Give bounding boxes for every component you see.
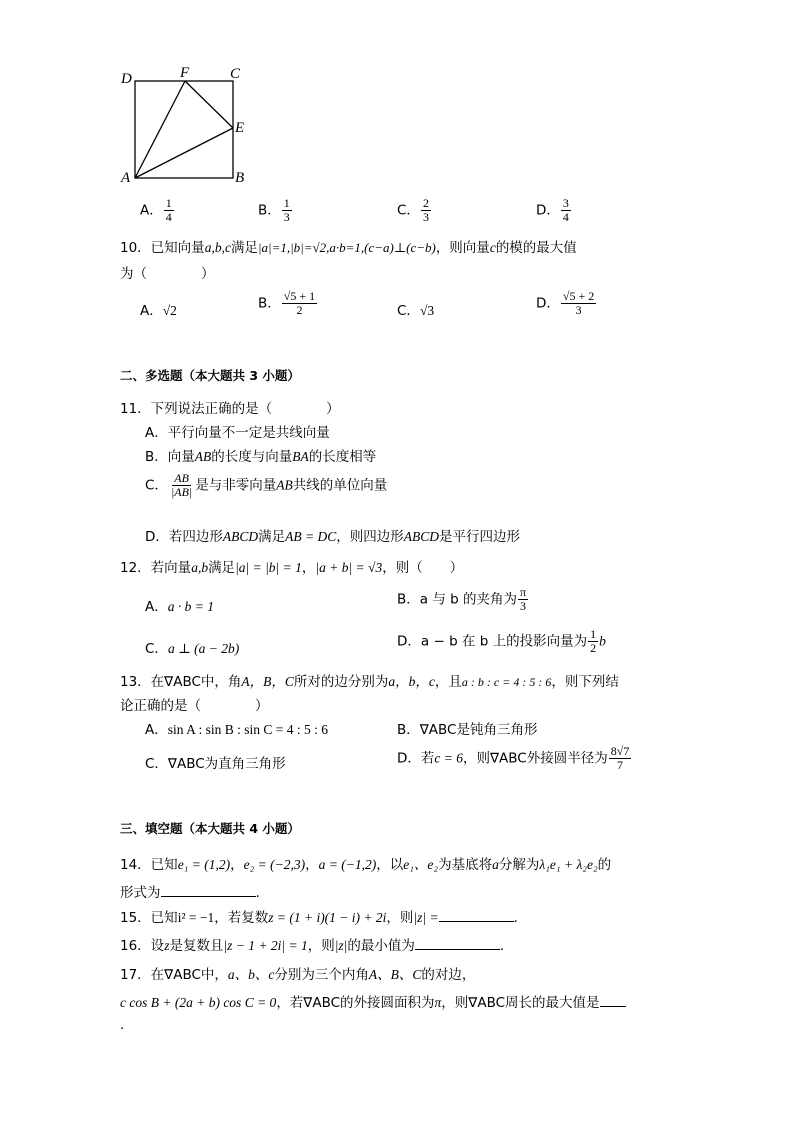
q11-option-c: C． $\frac{AB}{|AB|}$ 是与非零向量AB共线的单位向量 [145,471,388,499]
q9-option-a: A． $\frac{1}{4}$ [140,196,172,224]
label-e: E [235,120,245,136]
q13-stem-line2: 论正确的是（ ） [120,698,269,714]
q13-stem: 13．在∇ABC中，角A，B，C所对的边分别为a，b，c，且a : b : c = 4 : 5 : 6，则下列结 [120,674,619,690]
q13-option-d: D．若c = 6，则∇ABC外接圆半径为 $\frac{8√7}{7}$ [397,744,630,772]
q13-option-a: A．sin A : sin B : sin C = 4 : 5 : 6 [145,722,329,738]
q12-option-c: C．a ⊥ (a − 2b) [145,641,240,657]
q10-option-a: A．√2 [140,303,177,319]
q17-stem-line2: c cos B + (2a + b) cos C = 0，若∇ABC的外接圆面积为π，则∇ABC周长的最大值是 [120,991,626,1011]
q14-stem-line2: 形式为 . [120,885,260,901]
q9-option-c: C． $\frac{2}{3}$ [397,196,429,224]
q14-answer-blank[interactable] [161,884,256,897]
q15-answer-blank[interactable] [439,909,514,922]
q11-option-b: B．向量AB的长度与向量BA的长度相等 [145,449,377,465]
q11-option-a: A．平行向量不一定是共线向量 [145,425,330,441]
q10-option-d: D． $\frac{√5 + 2}{3}$ [536,289,595,317]
q15-stem: 15．已知i² = −1，若复数z = (1 + i)(1 − i) + 2i，则|z| = . [120,910,518,926]
segment-ae [135,128,233,178]
q16-stem: 16．设z是复数且|z − 1 + 2i| = 1，则|z|的最小值为 . [120,938,505,954]
segment-af [135,81,185,178]
q11-stem: 11．下列说法正确的是（ ） [120,401,340,417]
segment-fe [185,81,233,128]
label-d: D [121,71,132,87]
label-b: B [235,170,245,186]
q10-stem-line2: 为（ ） [120,266,215,282]
q12-option-b: B．a 与 b 的夹角为 $\frac{\pi}{3}$ [397,585,527,613]
q10-option-b: B． $\frac{√5 + 1}{2}$ [258,289,316,317]
square-abcd [135,81,233,178]
q9-option-d: D． $\frac{3}{4}$ [536,196,569,224]
q17-stem: 17．在∇ABC中，a、b、c分别为三个内角A、B、C的对边， [120,967,476,983]
q16-answer-blank[interactable] [415,937,500,950]
q13-option-b: B．∇ABC是钝角三角形 [397,722,538,738]
label-a: A [121,170,131,186]
q10-stem: 10．已知向量a,b,c满足|a|=1,|b|=√2,a·b=1,(c−a)⊥(c−b)，则向量c的模的最大值 [120,240,577,256]
q12-option-d: D．a − b 在 b 上的投影向量为 $\frac{1}{2}$ b [397,627,606,655]
q10-option-c: C．√3 [397,303,435,319]
q17-stem-line3: . [120,1017,125,1033]
label-f: F [180,65,190,81]
q9-option-b: B． $\frac{1}{3}$ [258,196,290,224]
section-fill-blank-title: 三、填空题（本大题共 4 小题） [120,821,300,836]
label-c: C [230,66,241,82]
q17-answer-blank[interactable] [600,994,626,1007]
q12-stem: 12．若向量a,b满足|a| = |b| = 1，|a + b| = √3，则（ ） [120,560,464,576]
q11-option-d: D．若四边形ABCD满足AB = DC，则四边形ABCD是平行四边形 [145,529,521,545]
q13-option-c: C．∇ABC为直角三角形 [145,756,286,772]
q12-option-a: A．a · b = 1 [145,599,214,615]
section-multiple-choice-title: 二、多选题（本大题共 3 小题） [120,368,300,383]
q14-stem: 14．已知e₁ = (1,2)，e₂ = (−2,3)，a = (−1,2)，以e₁、e₂为基底将a分解为λ₁e₁ + λ₂e₂的 [120,857,612,873]
